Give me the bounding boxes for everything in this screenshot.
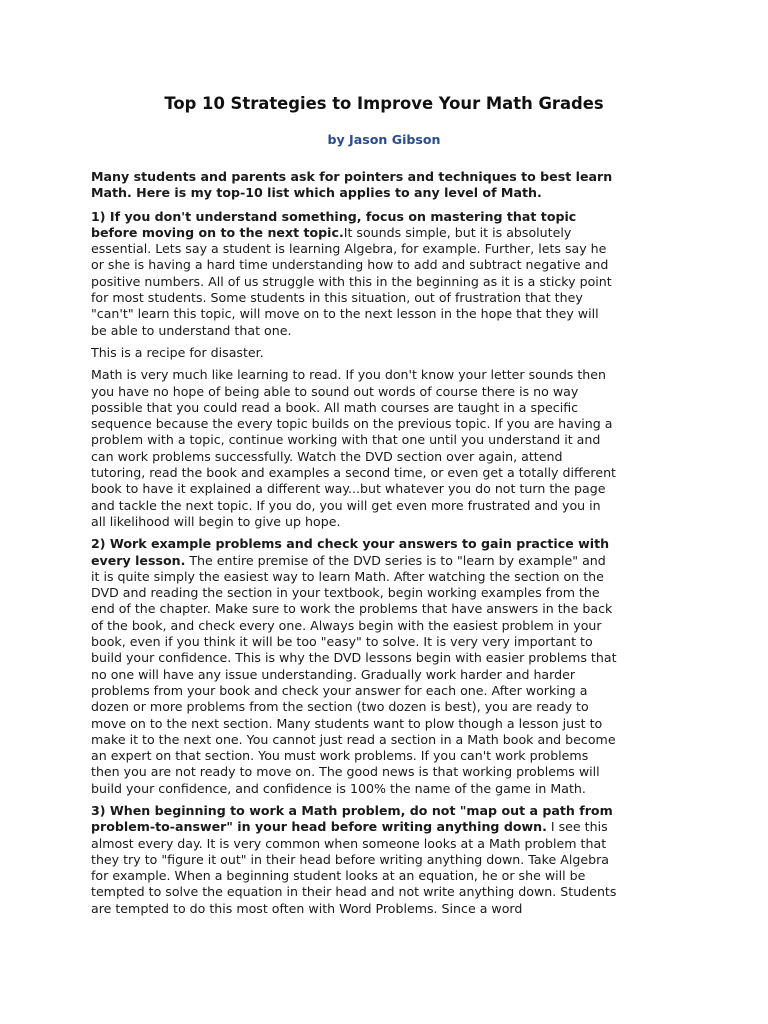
- reading-paragraph: Math is very much like learning to read. If you don't know your letter sounds then you have no hope of being able to sound out words of course there is no way possible that you could read a book. All math courses are taught in a specific sequence because the every topic builds on the previous topic. If you are having a problem with a topic, continue working with that one until you understand it and can work problems successfully. Watch the DVD section over again, attend tutoring, read the book and examples a second time, or even get a totally different book to have it explained a different way...but whatever you do not turn the page and tackle the next topic. If you do, you will get even more frustrated and you in all likelihood will begin to give up hope.: [91, 367, 616, 529]
- strategy-3-text: I see this almost every day. It is very common when someone looks at a Math problem that they try to "figure it out" in their head before writing anything down. Take Algebra for example. When a beginning student looks at an equation, he or she will be tempted to solve the equation in their head and not write anything down. Students are tempted to do this most often with Word Problems. Since a word: [91, 819, 617, 916]
- author-byline: by Jason Gibson: [327, 132, 441, 147]
- strategy-1-text: It sounds simple, but it is absolutely essential. Lets say a student is learning Algebra, for example. Further, lets say he or she is having a hard time understanding how to add and subtract negative and positive numbers. All of us struggle with this in the beginning as it is a sticky point for most students. Some students in this situation, out of frustration that they "can't" learn this topic, will move on to the next lesson in the hope that they will be able to understand that one.: [91, 224, 612, 338]
- strategy-2-heading: 2) Work example problems and check your answers to gain practice with every lesson.: [91, 536, 610, 568]
- document-title: Top 10 Strategies to Improve Your Math Grades: [164, 94, 604, 113]
- intro-paragraph: Many students and parents ask for pointers and techniques to best learn Math. Here is my top-10 list which applies to any level of Math.: [91, 169, 613, 201]
- recipe-paragraph: This is a recipe for disaster.: [91, 344, 264, 360]
- strategy-3-paragraph: [91, 803, 617, 917]
- strategy-2-paragraph: [91, 536, 617, 797]
- strategy-2-text: The entire premise of the DVD series is to "learn by example" and it is quite simply the easiest way to learn Math. After watching the section on the DVD and reading the section in your textbook, begin working examples from the end of the chapter. Make sure to work the problems that have answers in the back of the book, and check every one. Always begin with the easiest problem in your book, even if you think it will be too "easy" to solve. It is very very important to build your confidence. This is why the DVD lessons begin with easier problems that no one will have any issue understanding. Gradually work harder and harder problems from your book and check your answer for each one. After working a dozen or more problems from the section (two dozen is best), you are ready to move on to the next section. Many students want to plow though a lesson just to make it to the next one. You cannot just read a section in a Math book and become an expert on that section. You must work problems. If you can't work problems then you are not ready to move on. The good news is that working problems will build your confidence, and confidence is 100% the name of the game in Math.: [91, 552, 617, 796]
- strategy-1-paragraph: [91, 209, 617, 339]
- strategy-3-heading: 3) When beginning to work a Math problem, do not "map out a path from problem-to-answer" in your head before writing anything down.: [91, 802, 613, 835]
- article-body: [91, 169, 617, 923]
- strategy-1-heading: 1) If you don't understand something, focus on mastering that topic before moving on to the next topic.: [91, 208, 577, 240]
